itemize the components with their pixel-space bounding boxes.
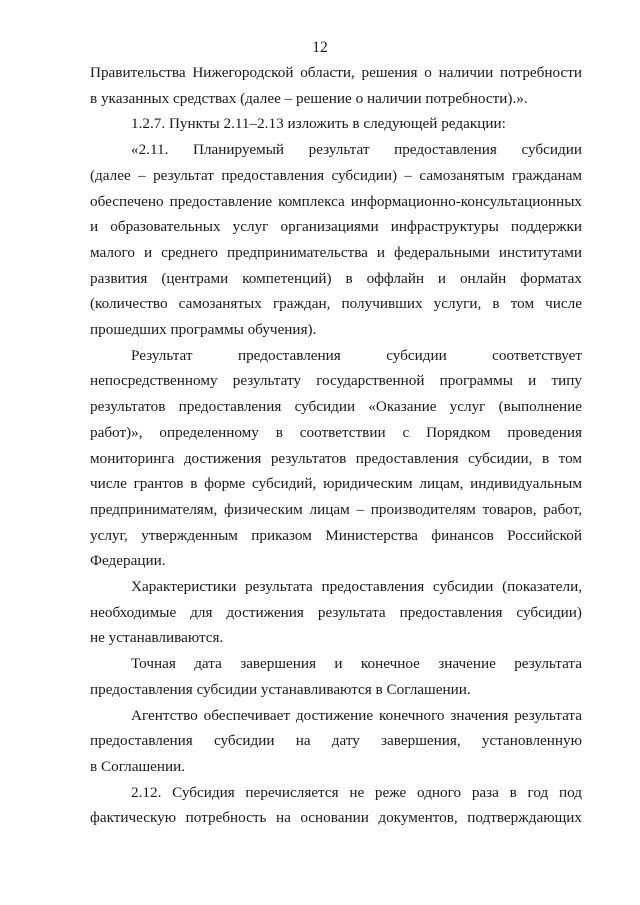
text-line: (количество самозанятых граждан, получивших услуги, в том числе	[90, 295, 582, 313]
text-line: в указанных средствах (далее – решение о наличии потребности).».	[90, 89, 528, 107]
text-line: Правительства Нижегородской области, решения о наличии потребности	[90, 64, 582, 81]
paragraph	[90, 137, 582, 343]
document-body	[90, 60, 582, 831]
text-line: малого и среднего предпринимательства и федеральными институтами	[90, 243, 582, 261]
text-line: «2.11. Планируемый результат предоставления субсидии	[131, 141, 582, 159]
text-line: Федерации.	[90, 552, 166, 570]
text-line: услуг, утвержденным приказом Министерства финансов Российской	[90, 526, 582, 544]
paragraph	[90, 343, 582, 574]
text-line: необходимые для достижения результата предоставления субсидии)	[90, 603, 582, 621]
text-line: Агентство обеспечивает достижение конечного значения результата	[131, 706, 582, 724]
text-line: обеспечено предоставление комплекса информационно-консультационных	[90, 192, 582, 210]
text-line: в Соглашении.	[90, 757, 186, 775]
paragraph	[90, 703, 582, 780]
page-number: 12	[312, 39, 328, 56]
text-line: 2.12. Субсидия перечисляется не реже одного раза в год под	[131, 783, 582, 801]
text-line: непосредственному результату государственной программы и типу	[90, 372, 582, 390]
text-line: мониторинга достижения результатов предоставления субсидии, в том	[90, 449, 582, 467]
paragraph	[90, 60, 582, 111]
text-line: числе грантов в форме субсидий, юридическим лицам, индивидуальным	[90, 475, 582, 493]
paragraph	[90, 111, 582, 137]
text-line: Точная дата завершения и конечное значение результата	[131, 655, 582, 673]
text-line: и образовательных услуг организациями инфраструктуры поддержки	[90, 218, 582, 236]
text-line: предоставления субсидии на дату завершения, установленную	[90, 732, 582, 750]
text-line: 1.2.7. Пункты 2.11–2.13 изложить в следующей редакции:	[131, 115, 506, 133]
text-line: предпринимателям, физическим лицам – производителям товаров, работ,	[90, 500, 582, 518]
paragraph	[90, 651, 582, 702]
text-line: предоставления субсидии устанавливаются в Соглашении.	[90, 680, 471, 698]
paragraph	[90, 780, 582, 831]
text-line: Результат предоставления субсидии соответствует	[131, 346, 582, 364]
text-line: фактическую потребность на основании документов, подтверждающих	[90, 809, 582, 827]
text-line: Характеристики результата предоставления субсидии (показатели,	[131, 578, 582, 596]
text-line: прошедших программы обучения).	[90, 321, 317, 339]
text-line: результатов предоставления субсидии «Оказание услуг (выполнение	[90, 398, 582, 416]
text-line: (далее – результат предоставления субсидии) – самозанятым гражданам	[90, 166, 582, 184]
text-line: развития (центрами компетенций) в оффлайн и онлайн форматах	[90, 269, 582, 287]
text-line: работ)», определенному в соответствии с Порядком проведения	[90, 423, 582, 441]
paragraph	[90, 574, 582, 651]
text-line: не устанавливаются.	[90, 629, 224, 647]
